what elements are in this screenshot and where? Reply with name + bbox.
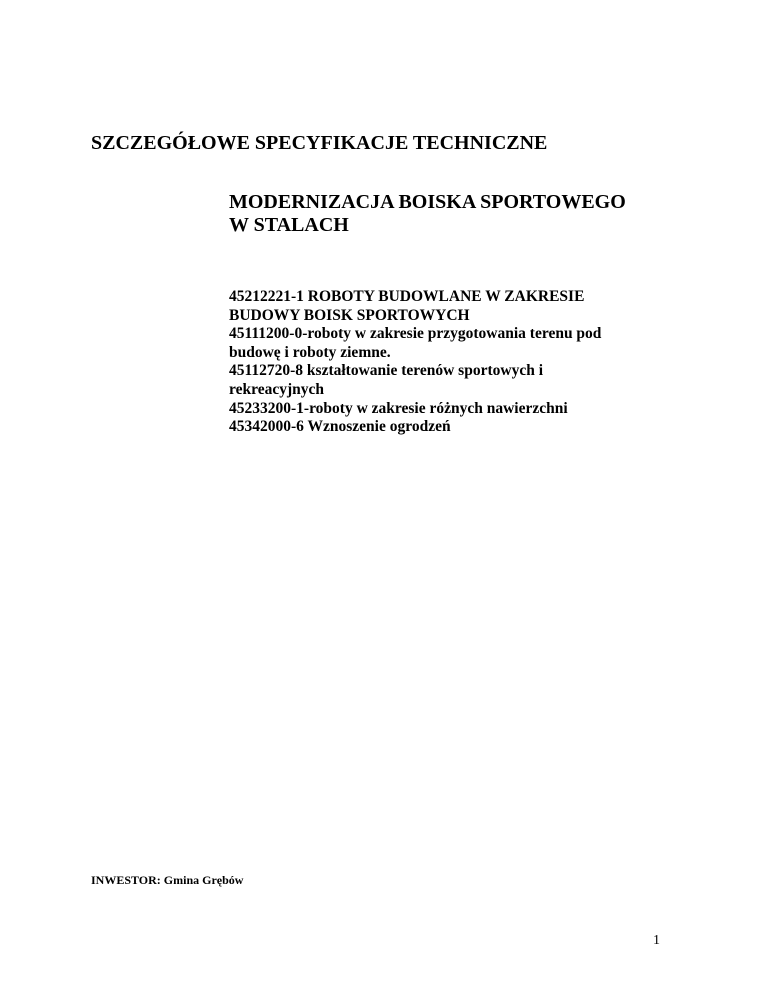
cpv-code-line: 45212221-1 ROBOTY BUDOWLANE W ZAKRESIE (229, 288, 585, 305)
cpv-code-line: 45112720-8 kształtowanie terenów sportowych i (229, 362, 543, 380)
project-title-line: W STALACH (229, 214, 349, 236)
cpv-code-line: 45233200-1-roboty w zakresie różnych nawierzchni (229, 399, 568, 417)
cpv-code-item (229, 325, 689, 362)
project-title-line: MODERNIZACJA BOISKA SPORTOWEGO (229, 191, 626, 213)
investor-label: INWESTOR: Gmina Grębów (91, 873, 244, 887)
cpv-code-line: BUDOWY BOISK SPORTOWYCH (229, 306, 470, 324)
cpv-code-item (229, 400, 689, 419)
cpv-code-list (229, 288, 689, 437)
cpv-code-line: 45111200-0-roboty w zakresie przygotowania terenu pod (229, 325, 602, 343)
page-number: 1 (653, 933, 660, 948)
document-title: SZCZEGÓŁOWE SPECYFIKACJE TECHNICZNE (91, 132, 548, 154)
cpv-code-line: rekreacyjnych (229, 380, 324, 398)
cpv-code-item (229, 288, 689, 325)
cpv-code-item (229, 418, 689, 437)
cpv-code-line: 45342000-6 Wznoszenie ogrodzeń (229, 418, 451, 436)
project-title (229, 191, 626, 237)
cpv-code-line: budowę i roboty ziemne. (229, 343, 391, 361)
cpv-code-item (229, 362, 689, 399)
